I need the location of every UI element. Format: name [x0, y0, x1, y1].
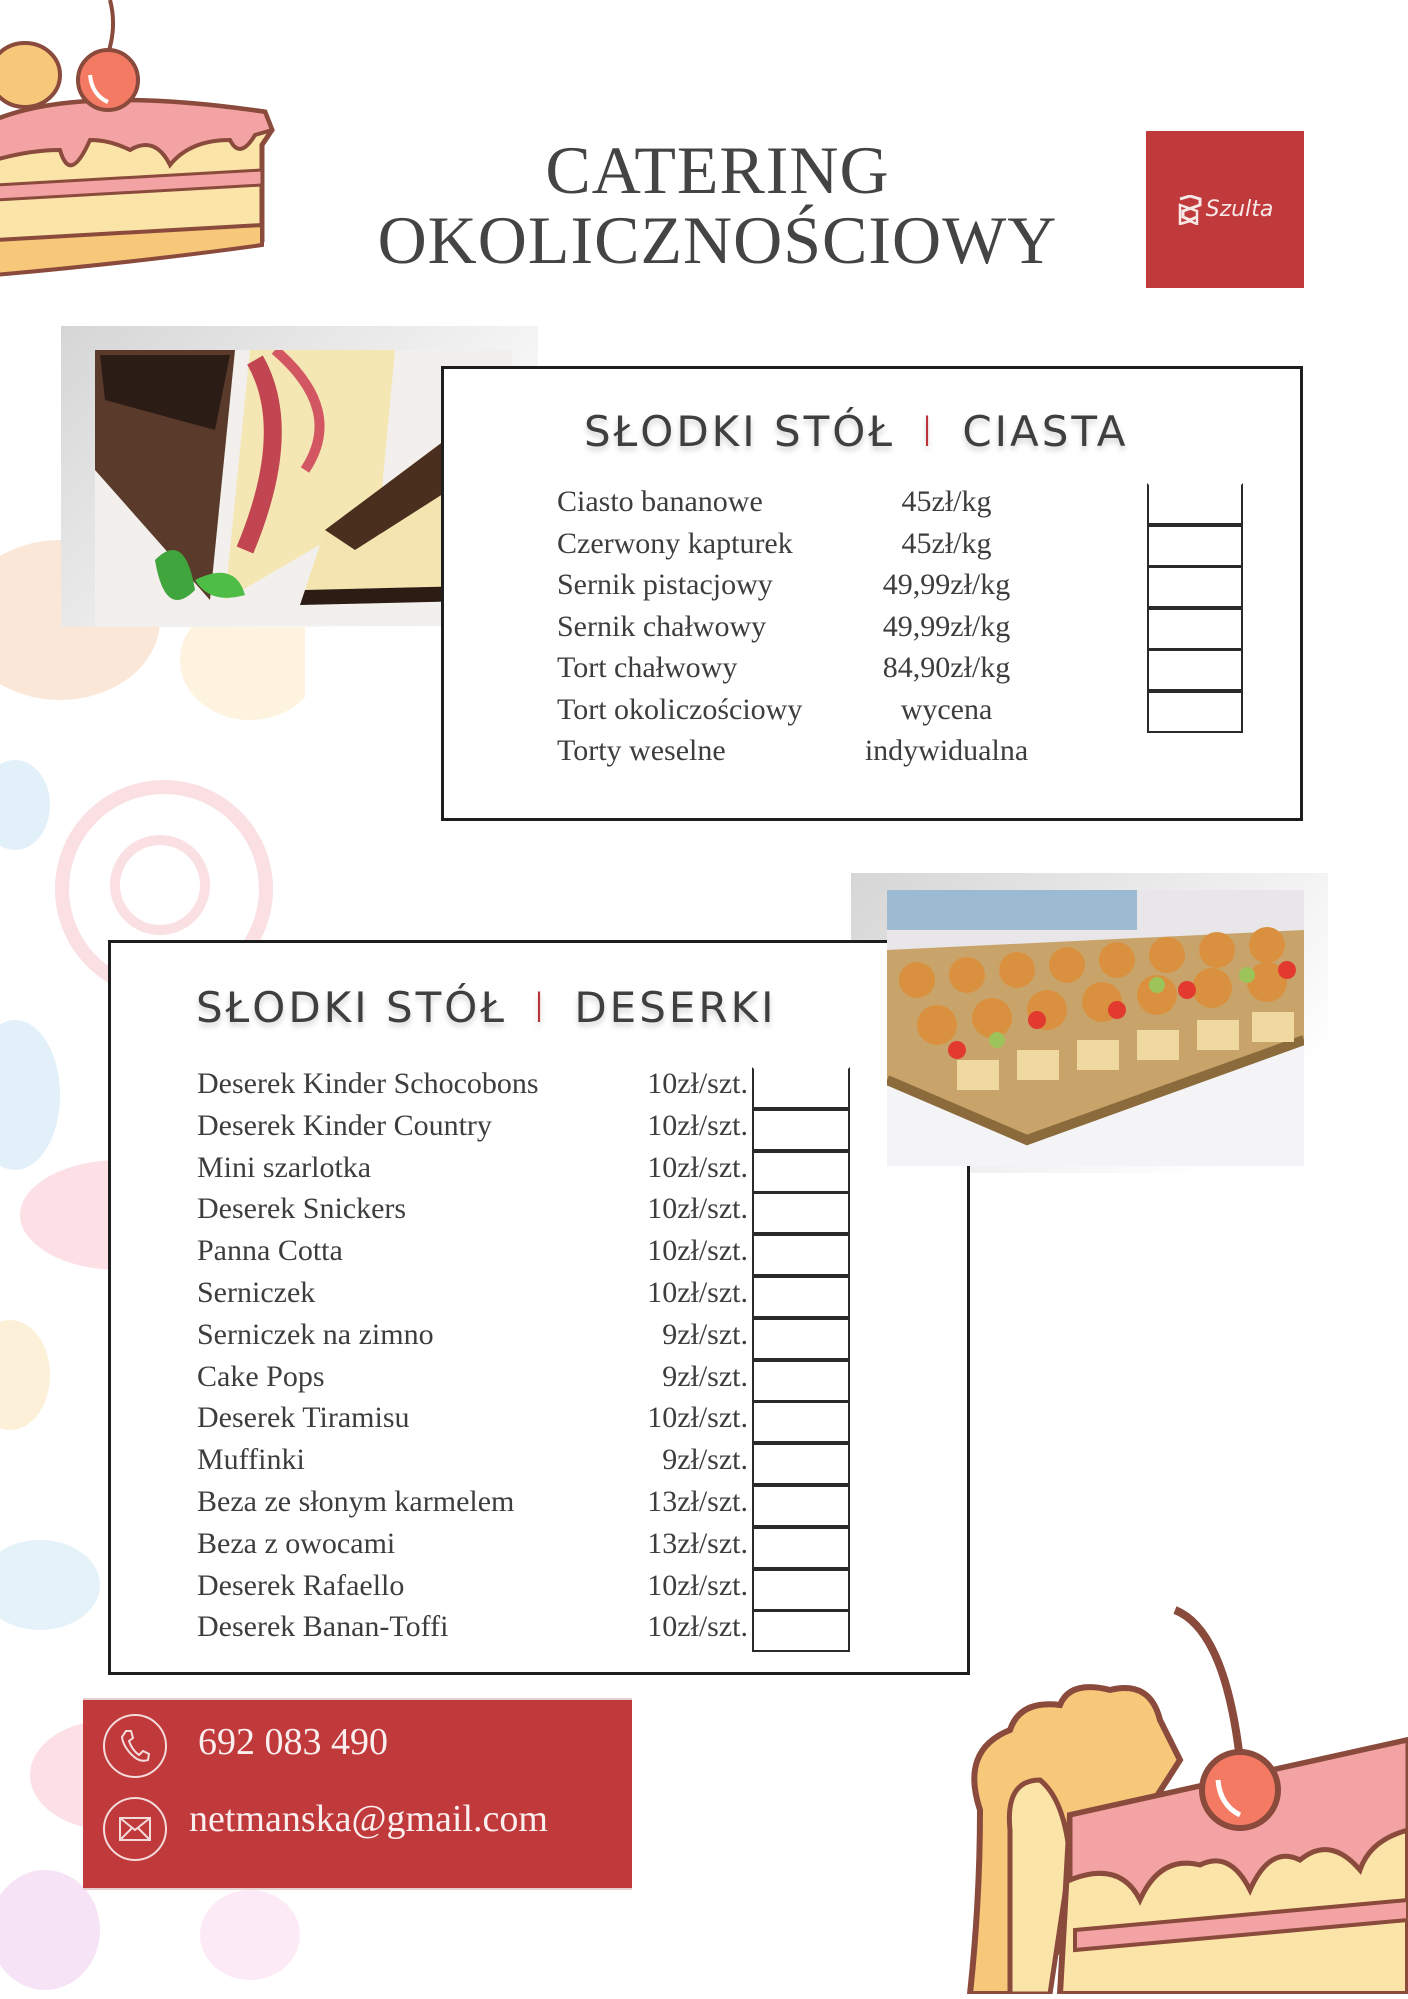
deserki-item-name: Deserek Kinder Schocobons [197, 1067, 539, 1100]
deserki-item-price: 9zł/szt. [662, 1443, 748, 1477]
ciasta-item-name: Sernik pistacjowy [557, 568, 773, 601]
ciasta-section-title: SŁODKI STÓŁ I CIASTA [584, 407, 1129, 456]
deserki-order-checkbox[interactable] [752, 1360, 850, 1402]
deserki-item-name: Deserek Banan-Toffi [197, 1610, 449, 1644]
ciasta-item-name: Torty weselne [557, 734, 726, 767]
deserki-item-price: 10zł/szt. [647, 1276, 748, 1309]
ciasta-item-price: 49,99zł/kg [882, 609, 1011, 643]
deserki-order-checkbox[interactable] [752, 1610, 850, 1652]
deserki-item-price: 9zł/szt. [662, 1317, 748, 1351]
phone-icon [103, 1714, 167, 1778]
deserki-order-checkbox[interactable] [752, 1151, 850, 1193]
deserki-item-price: 10zł/szt. [647, 1192, 748, 1226]
deserki-order-checkbox[interactable] [752, 1401, 850, 1443]
envelope-icon [103, 1797, 167, 1861]
cake-slice-illustration-bottom [950, 1600, 1408, 1994]
deserki-item-price: 10zł/szt. [647, 1067, 748, 1100]
ciasta-menu-box [441, 366, 1303, 821]
ciasta-order-checkbox[interactable] [1147, 691, 1243, 733]
deserki-item-price: 10zł/szt. [647, 1234, 748, 1268]
deserki-item-name: Muffinki [197, 1443, 305, 1477]
ciasta-order-checkbox[interactable] [1147, 566, 1243, 608]
deserki-order-checkbox[interactable] [752, 1318, 850, 1360]
deserki-item-name: Beza ze słonym karmelem [197, 1485, 515, 1518]
ciasta-item-name: Czerwony kapturek [557, 526, 793, 560]
deserki-item-name: Deserek Tiramisu [197, 1401, 410, 1435]
ciasta-item-name: Sernik chałwowy [557, 609, 767, 643]
ciasta-item-price: wycena [900, 692, 993, 726]
deserki-item-name: Deserek Rafaello [197, 1568, 405, 1602]
email-address[interactable]: netmanska@gmail.com [189, 1798, 548, 1840]
logo-s-icon [1177, 195, 1203, 225]
deserki-order-checkbox[interactable] [752, 1527, 850, 1569]
deserki-item-name: Beza z owocami [197, 1526, 396, 1560]
ciasta-item-price: 49,99zł/kg [882, 568, 1011, 601]
deserki-order-checkbox[interactable] [752, 1569, 850, 1611]
deserki-item-name: Serniczek [197, 1276, 316, 1309]
deserki-item-price: 13zł/szt. [647, 1526, 748, 1560]
logo-text: Szulta [1205, 197, 1274, 222]
ciasta-item-price: 45zł/kg [901, 485, 992, 518]
deserki-item-price: 9zł/szt. [662, 1359, 748, 1393]
deserki-menu-box [108, 940, 970, 1675]
deserki-order-checkbox[interactable] [752, 1443, 850, 1485]
title-line-1: CATERING [545, 132, 890, 208]
deserki-item-price: 10zł/szt. [647, 1108, 748, 1142]
ciasta-item-price: 84,90zł/kg [882, 651, 1011, 684]
deserki-item-name: Serniczek na zimno [197, 1317, 434, 1351]
deserki-item-name: Deserek Kinder Country [197, 1108, 492, 1142]
ciasta-order-checkbox[interactable] [1147, 649, 1243, 691]
contact-panel [83, 1700, 632, 1888]
deserki-order-checkbox[interactable] [752, 1276, 850, 1318]
ciasta-order-checkbox[interactable] [1147, 483, 1243, 525]
deserki-item-price: 10zł/szt. [647, 1568, 748, 1602]
deserki-order-checkbox[interactable] [752, 1067, 850, 1109]
ciasta-item-price: 45zł/kg [901, 526, 992, 560]
ciasta-item-name: Tort okoliczościowy [557, 692, 803, 726]
mini-desserts-tray-photo [887, 890, 1304, 1166]
title-separator: I [920, 407, 937, 456]
deserki-item-price: 13zł/szt. [647, 1485, 748, 1518]
deserki-item-price: 10zł/szt. [647, 1150, 748, 1184]
deserki-order-checkbox[interactable] [752, 1192, 850, 1234]
deserki-item-name: Deserek Snickers [197, 1192, 407, 1226]
ciasta-order-checkbox[interactable] [1147, 608, 1243, 650]
deserki-item-name: Cake Pops [197, 1359, 325, 1393]
deserki-item-price: 10zł/szt. [647, 1610, 748, 1644]
deserki-item-price: 10zł/szt. [647, 1401, 748, 1435]
phone-number[interactable]: 692 083 490 [198, 1721, 388, 1763]
ciasta-item-price: indywidualna [864, 734, 1029, 767]
deserki-item-name: Panna Cotta [197, 1234, 343, 1268]
cake-slice-illustration-top [0, 0, 280, 290]
page-title [300, 132, 1135, 278]
title-line-2: OKOLICZNOŚCIOWY [377, 202, 1058, 278]
ciasta-order-checkbox[interactable] [1147, 525, 1243, 567]
brand-logo [1146, 131, 1304, 288]
title-separator: I [532, 983, 549, 1032]
deserki-item-name: Mini szarlotka [197, 1150, 372, 1184]
deserki-order-checkbox[interactable] [752, 1234, 850, 1276]
deserki-section-title: SŁODKI STÓŁ I DESERKI [196, 983, 777, 1032]
deserki-order-checkbox[interactable] [752, 1109, 850, 1151]
ciasta-item-name: Tort chałwowy [557, 651, 738, 684]
deserki-order-checkbox[interactable] [752, 1485, 850, 1527]
ciasta-item-name: Ciasto bananowe [557, 485, 763, 518]
